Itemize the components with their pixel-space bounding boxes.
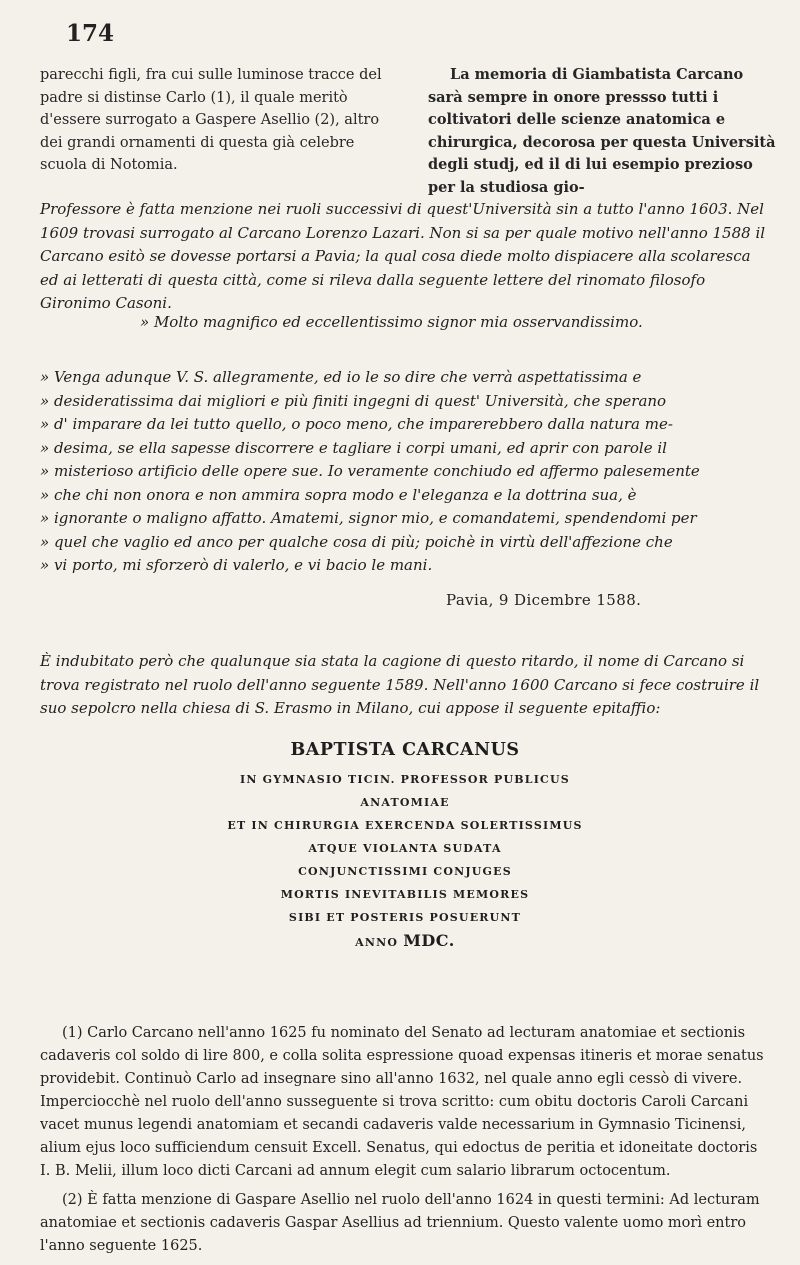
epitaph-line: ATQUE VIOLANTA SUDATA (308, 842, 502, 855)
letter-line: » vi porto, mi sforzerò di valerlo, e vi bacio le mani. (40, 556, 433, 574)
footnote-2-marker: (2) (62, 1192, 83, 1208)
letter-line: » quel che vaglio ed anco per qualche cosa di più; poichè in virtù dell'affezione che (40, 532, 673, 551)
footnote-2-text: È fatta menzione di Gaspare Asellio nel ruolo dell'anno 1624 in questi termini: Ad lecturam anatomiae et sectionis cadaveris Gaspar Asellius ad triennium. Questo valente uomo morì entro l'anno seguente 1625. (40, 1192, 760, 1254)
right-column (428, 64, 780, 199)
right-column-text: La memoria di Giambatista Carcano sarà sempre in onore pressso tutti i coltivatori delle scienze anatomica e chirurgica, decorosa per questa Università degli studj, ed il di lui esempio prezioso per la studiosa gio- (428, 66, 776, 196)
footnote-1 (40, 1022, 770, 1183)
epitaph-line: ANATOMIAE (360, 796, 450, 809)
letter-line: » ignorante o maligno affatto. Amatemi, signor mio, e comandatemi, spendendomi per (40, 509, 697, 527)
top-two-columns (40, 64, 780, 199)
after-letter-paragraph: È indubitato però che qualunque sia stata la cagione di questo ritardo, il nome di Carcano si trova registrato nel ruolo dell'anno seguente 1589. Nell'anno 1600 Carcano si fece costruire il suo sepolcro nella chiesa di S. Erasmo in Milano, cui appose il seguente epitaffio: (40, 652, 760, 717)
letter-signoff: Pavia, 9 Dicembre 1588. (446, 591, 642, 609)
epitaph (40, 740, 770, 954)
letter-line: » desideratissima dai migliori e più finiti ingegni di quest' Università, che sperano (40, 391, 667, 410)
epitaph-year-line (40, 929, 770, 954)
letter-line: » desima, se ella sapesse discorrere e tagliare i corpi umani, ed aprir con parole il (40, 438, 667, 457)
epitaph-line: CONJUNCTISSIMI CONJUGES (298, 865, 512, 878)
left-column-text: parecchi figli, fra cui sulle luminose tracce del padre si distinse Carlo (1), il quale meritò d'essere surrogato a Gaspere Asellio (2), altro dei grandi ornamenti di questa già celebre scuola di Notomia. (40, 67, 382, 173)
left-column (40, 64, 390, 199)
epitaph-year-prefix: ANNO (355, 936, 399, 949)
epitaph-line: IN GYMNASIO TICIN. PROFESSOR PUBLICUS (240, 773, 570, 786)
letter-line: » misterioso artificio delle opere sue. Io veramente conchiudo ed affermo palesemente (40, 462, 700, 480)
footnote-2 (40, 1189, 770, 1258)
epitaph-line: MORTIS INEVITABILIS MEMORES (280, 888, 530, 901)
letter-line: » Venga adunque V. S. allegramente, ed io le so dire che verrà aspettatissima e (40, 368, 642, 386)
footnote-1-text: Carlo Carcano nell'anno 1625 fu nominato del Senato ad lecturam anatomiae et sectionis cadaveris col soldo di lire 800, e colla solita espressione quoad expensas itineris et morae senatus providebit. Continuò Carlo ad insegnare sino all'anno 1632, nel quale anno egli cessò di vivere. Imperciocchè nel ruolo dell'anno susseguente si trova scritto: cum obitu doctoris Caroli Carcani vacet munus legendi anatomiam et secandi cadaveris valde necessarium in Gymnasio Ticinensi, alium ejus loco sufficiendum censuit Excell. Senatus, qui edoctus de peritia et idoneitate doctoris I. B. Melii, illum loco dicti Carcani ad annum elegit cum salario librarum octocentum. (40, 1025, 764, 1179)
letter-body (40, 366, 770, 578)
epitaph-title: BAPTISTA CARCANUS (290, 740, 520, 760)
epitaph-year: MDC. (403, 931, 455, 950)
letter-greeting: » Molto magnifico ed eccellentissimo signor mia osservandissimo. (140, 313, 643, 331)
letter-line: » che chi non onora e non ammira sopra modo e l'eleganza e la dottrina sua, è (40, 485, 637, 504)
letter-line: » d' imparare da lei tutto quello, o poco meno, che imparerebbero dalla natura me- (40, 415, 673, 433)
footnote-1-marker: (1) (62, 1025, 83, 1041)
page-number: 174 (66, 20, 115, 47)
footnotes (40, 1022, 770, 1264)
intro-paragraph: Professore è fatta menzione nei ruoli successivi di quest'Università sin a tutto l'anno 1603. Nel 1609 trovasi surrogato al Carcano Lorenzo Lazari. Non si sa per quale motivo nell'anno 1588 il Carcano esitò se dovesse portarsi a Pavia; la qual cosa diede molto dispiacere alla scolaresca ed ai letterati di questa città, come si rileva dalla seguente lettere del rinomato filosofo Gironimo Casoni. (40, 200, 766, 312)
epitaph-line: SIBI ET POSTERIS POSUERUNT (288, 911, 522, 924)
epitaph-line: ET IN CHIRURGIA EXERCENDA SOLERTISSIMUS (227, 819, 583, 832)
